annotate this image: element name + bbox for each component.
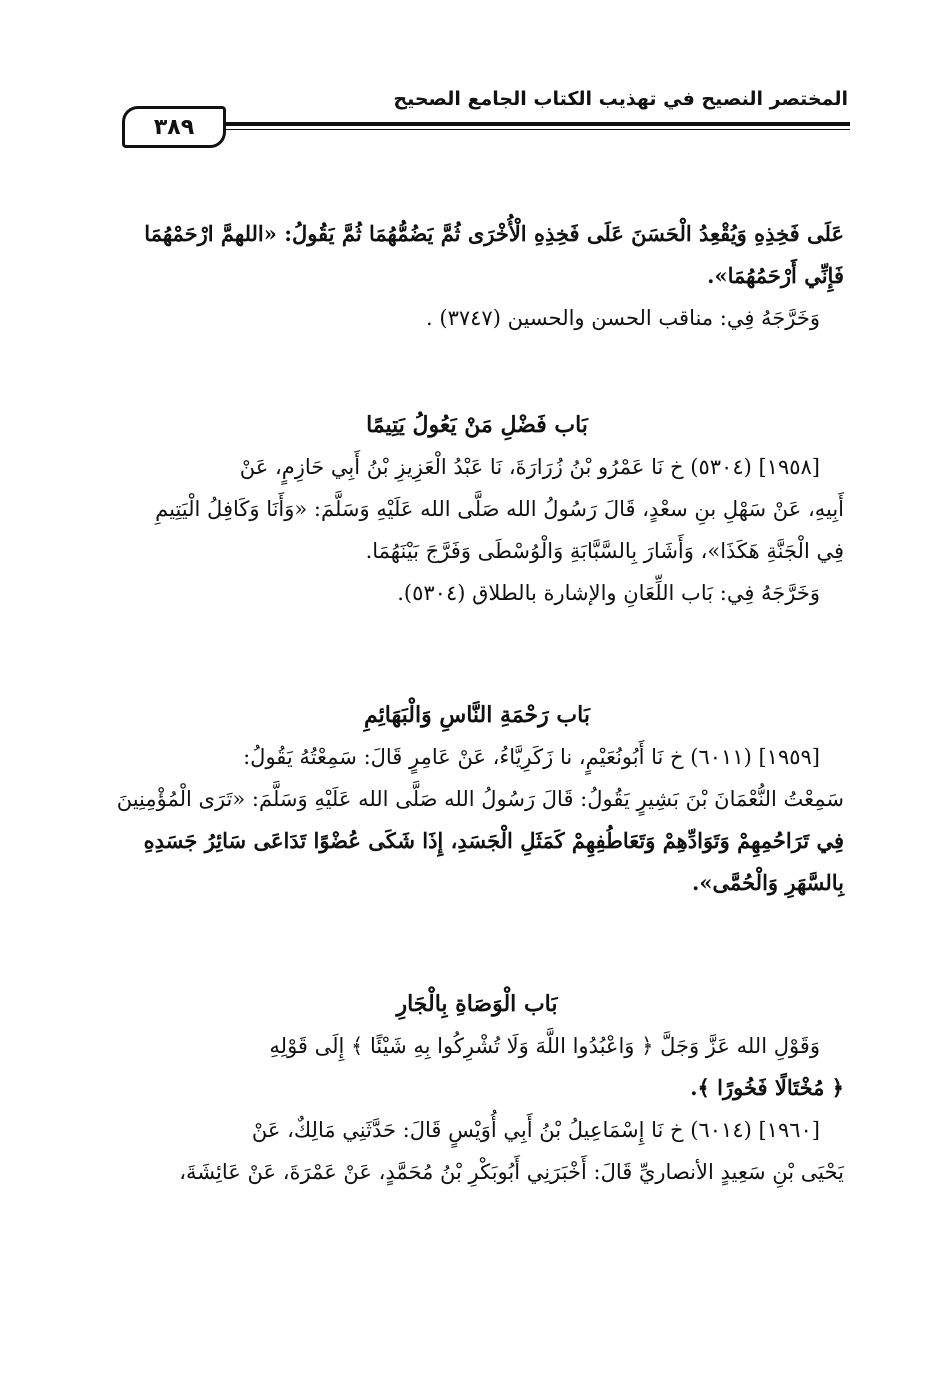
header-rule-thin — [226, 129, 850, 130]
hadith-continuation — [110, 213, 844, 339]
page-number — [122, 106, 226, 148]
hadith-line: يَحْيَى بْنِ سَعِيدٍ الأنصاريِّ قَالَ: أَخْبَرَنِي أَبُوبَكْرِ بْنُ مُحَمَّدٍ، عَنْ عَمْرَةَ، عَنْ عَائِشَةَ، — [179, 1160, 844, 1184]
header-rule-thick — [226, 122, 850, 126]
hadith-line: فِي الْجَنَّةِ هَكَذَا»، وَأَشَارَ بِالسَّبَّابَةِ وَالْوُسْطَى وَفَرَّجَ بَيْنَهُمَا. — [365, 539, 844, 563]
chapter-mercy — [110, 694, 844, 904]
quran-line: ﴿ مُخْتَالًا فَخُورًا ﴾. — [690, 1075, 844, 1100]
takhrij-line: وَخَرَّجَهُ فِي: بَاب اللِّعَانِ والإشارة بالطلاق (٥٣٠٤). — [397, 581, 820, 605]
hadith-line: سَمِعْتُ النُّعْمَانَ بْنَ بَشِيرٍ يَقُولُ: قَالَ رَسُولُ الله صَلَّى الله عَلَيْهِ وَسَلَّمَ: «تَرَى الْمُؤْمِنِينَ — [116, 787, 844, 811]
page-number-label: ٣٨٩ — [153, 114, 195, 140]
chapter-heading: بَاب رَحْمَةِ النَّاسِ وَالْبَهَائِمِ — [364, 702, 590, 728]
quran-intro-line: وَقَوْلِ الله عَزَّ وَجَلَّ ﴿ وَاعْبُدُوا اللَّهَ وَلَا تُشْرِكُوا بِهِ شَيْئًا ﴾ إِلَى قَوْلِهِ — [269, 1034, 820, 1058]
chapter-heading: بَاب الْوَصَاةِ بِالْجَارِ — [396, 991, 558, 1017]
hadith-line: فِي تَرَاحُمِهِمْ وَتَوَادِّهِمْ وَتَعَاطُفِهِمْ كَمَثَلِ الْجَسَدِ، إِذَا شَكَى عُضْوًا تَدَاعَى سَائِرُ جَسَدِهِ — [143, 828, 844, 853]
hadith-line: أَبِيهِ، عَنْ سَهْلِ بنِ سعْدٍ، قَالَ رَسُولُ الله صَلَّى الله عَلَيْهِ وَسَلَّمَ: «وَأَنَا وَكَافِلُ الْيَتِيمِ — [155, 497, 844, 521]
text-line: فَإِنِّي أَرْحَمُهُمَا». — [707, 263, 844, 288]
hadith-line: [١٩٥٩] (٦٠١١) خ نَا أَبُونُعَيْمٍ، نا زَكَرِيَّاءُ، عَنْ عَامِرٍ قَالَ: سَمِعْتُهُ يَقُولُ: — [243, 745, 820, 769]
text-line: عَلَى فَخِذِهِ وَيُقْعِدُ الْحَسَنَ عَلَى فَخِذِهِ الْأُخْرَى ثُمَّ يَضُمُّهُمَا ثُمَّ يَقُولُ: «اللهمَّ ارْحَمْهُمَا — [144, 221, 844, 246]
chapter-orphan-sponsor — [110, 404, 844, 614]
hadith-line: [١٩٦٠] (٦٠١٤) خ نَا إِسْمَاعِيلُ بْنُ أَبِي أُوَيْسٍ قَالَ: حَدَّثَنِي مَالِكٌ، عَنْ — [251, 1118, 820, 1142]
takhrij-line: وَخَرَّجَهُ فِي: مناقب الحسن والحسين (٣٧٤٧) . — [426, 306, 820, 330]
hadith-line: [١٩٥٨] (٥٣٠٤) خ نَا عَمْرُو بْنُ زُرَارَةَ، نَا عَبْدُ الْعَزِيزِ بْنُ أَبِي حَازِمٍ، عَنْ — [239, 455, 820, 479]
hadith-line: بِالسَّهَرِ وَالْحُمَّى». — [692, 870, 844, 895]
running-header-title: المختصر النصيح في تهذيب الكتاب الجامع الصحيح — [393, 88, 848, 110]
chapter-heading: بَاب فَضْلِ مَنْ يَعُولُ يَتِيمًا — [366, 412, 588, 438]
chapter-neighbor — [110, 983, 844, 1193]
